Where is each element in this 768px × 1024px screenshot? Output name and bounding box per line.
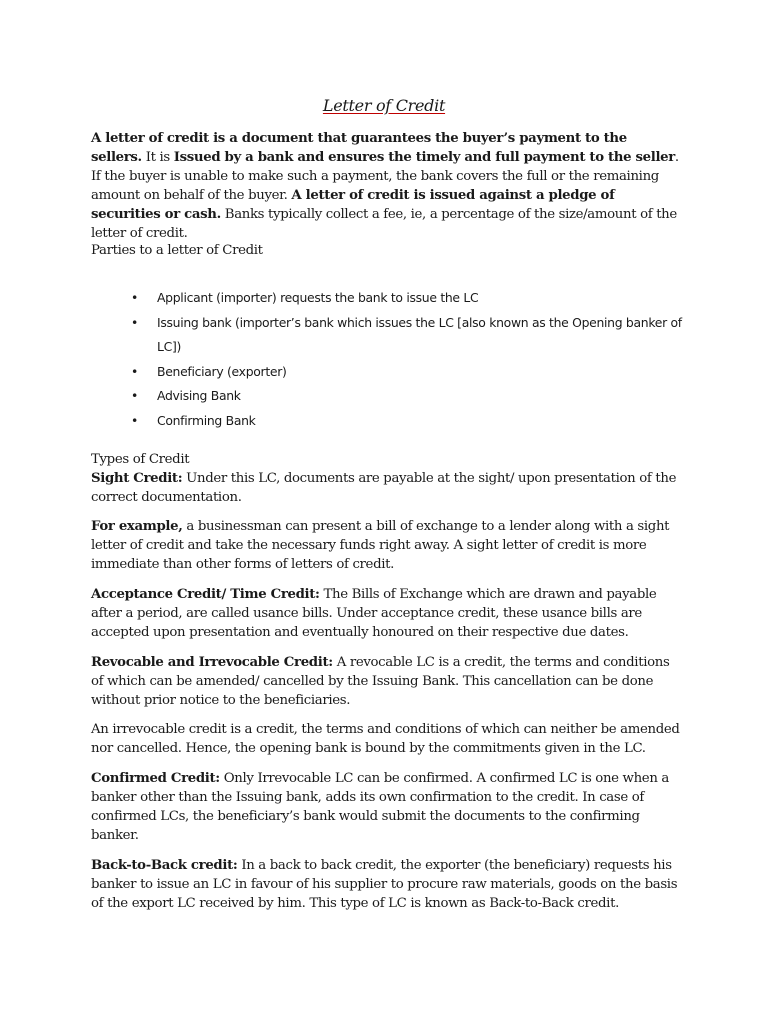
parties-list — [131, 286, 691, 433]
sight-credit-text: Under this LC, documents are payable at the sight/ upon presentation of the correct documentation. — [91, 471, 677, 505]
intro-text-3: Banks typically collect a fee, ie, a percentage of the size/amount of the letter of credit. — [91, 207, 677, 241]
list-item: • Issuing bank (importer’s bank which issues the LC [also known as the Opening banker of LC]) — [131, 311, 691, 360]
intro-text-1: It is — [141, 150, 174, 165]
example-text: a businessman can present a bill of exchange to a lender along with a sight letter of credit and take the necessary funds right away. A sight letter of credit is more immediate than other forms of letters of credit. — [91, 519, 670, 572]
back-to-back-text: In a back to back credit, the exporter (the beneficiary) requests his banker to issue an LC in favour of his supplier to procure raw materials, goods on the basis of the export LC received by him. This type of LC is known as Back-to-Back credit. — [91, 858, 678, 911]
list-item: • Beneficiary (exporter) — [131, 360, 691, 385]
intro-bold-2: Issued by a bank and ensures the timely and full payment to the seller — [173, 150, 675, 165]
document-title: Letter of Credit — [322, 96, 446, 115]
sight-credit-paragraph — [91, 469, 681, 507]
example-label: For example, — [91, 519, 183, 534]
example-paragraph — [91, 517, 681, 574]
irrevocable-credit-paragraph: An irrevocable credit is a credit, the terms and conditions of which can neither be amended nor cancelled. Hence, the opening bank is bound by the commitments given in the LC. — [91, 722, 680, 756]
confirmed-credit-text: Only Irrevocable LC can be confirmed. A confirmed LC is one when a banker other than the Issuing bank, adds its own confirmation to the credit. In case of confirmed LCs, the beneficiary’s bank would submit the documents to the confirming banker. — [91, 771, 669, 843]
revocable-credit-paragraph — [91, 653, 681, 710]
intro-bold-3: A letter of credit is issued against a pledge of securities or cash. — [91, 188, 615, 222]
acceptance-credit-label: Acceptance Credit/ Time Credit: — [91, 587, 320, 602]
back-to-back-paragraph — [91, 856, 681, 913]
sight-credit-label: Sight Credit: — [91, 471, 183, 486]
list-item: • Confirming Bank — [131, 409, 691, 434]
list-item: • Applicant (importer) requests the bank to issue the LC — [131, 286, 691, 311]
intro-paragraph — [91, 129, 681, 243]
types-heading: Types of Credit — [91, 452, 190, 467]
revocable-credit-text: A revocable LC is a credit, the terms and conditions of which can be amended/ cancelled by the Issuing Bank. This cancellation can be done without prior notice to the beneficiaries. — [91, 655, 670, 708]
parties-heading: Parties to a letter of Credit — [91, 243, 263, 258]
list-item: • Advising Bank — [131, 384, 691, 409]
intro-bold-1: A letter of credit is a document that guarantees the buyer’s payment to the sellers. — [91, 131, 627, 165]
back-to-back-label: Back-to-Back credit: — [91, 858, 238, 873]
acceptance-credit-text: The Bills of Exchange which are drawn and payable after a period, are called usance bills. Under acceptance credit, these usance bills are accepted upon presentation and eventually honoured on their respective due dates. — [91, 587, 657, 640]
revocable-credit-label: Revocable and Irrevocable Credit: — [91, 655, 333, 670]
intro-text-2: . If the buyer is unable to make such a payment, the bank covers the full or the remaining amount on behalf of the buyer. — [91, 150, 679, 203]
confirmed-credit-label: Confirmed Credit: — [91, 771, 220, 786]
acceptance-credit-paragraph — [91, 585, 681, 642]
confirmed-credit-paragraph — [91, 769, 681, 845]
